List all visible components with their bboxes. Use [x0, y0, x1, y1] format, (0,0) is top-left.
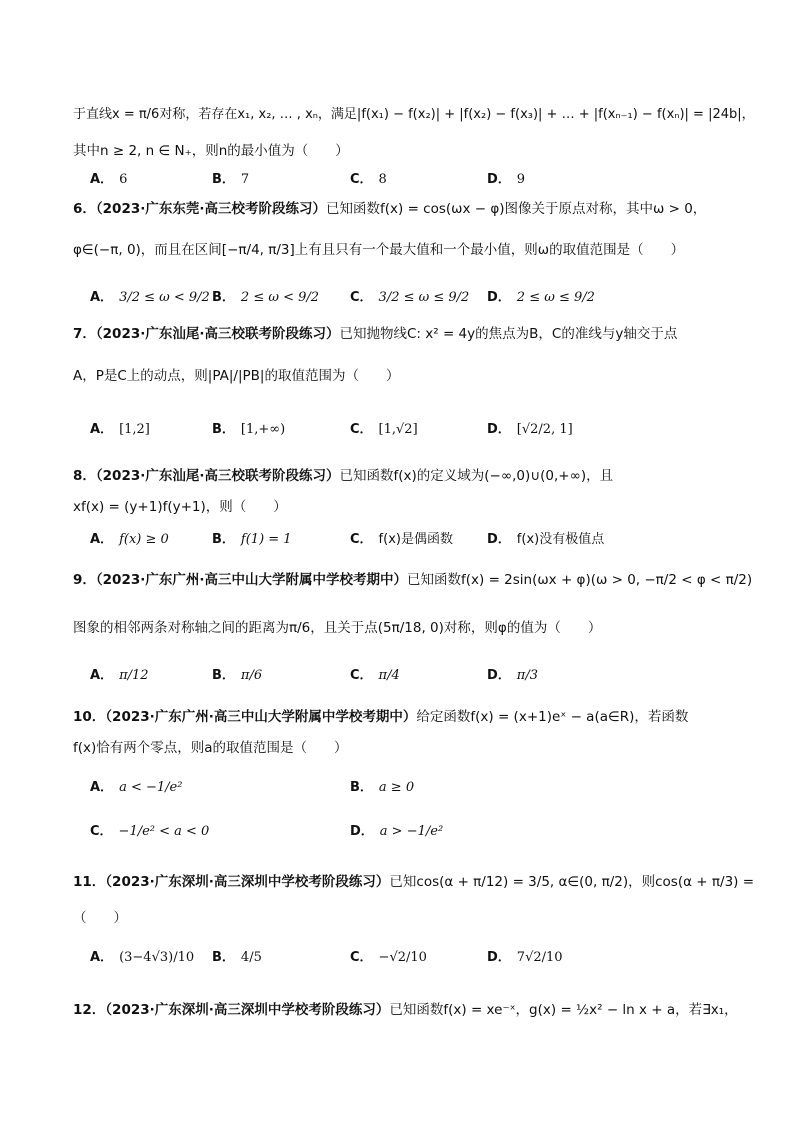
q7-option-a: A． [1,2]: [90, 422, 150, 437]
q6-option-b: B． 2 ≤ ω < 9/2: [212, 290, 320, 305]
q6-option-c: C． 3/2 ≤ ω ≤ 9/2: [350, 290, 470, 305]
q7-option-b: B． [1,+∞): [212, 422, 286, 437]
q5-option-d: D． 9: [487, 172, 526, 187]
q11-option-b: B． 4/5: [212, 950, 262, 965]
q5-option-a: A． 6: [90, 172, 128, 187]
q7-option-d: D． [√2/2, 1]: [487, 422, 573, 437]
q6-option-d: D． 2 ≤ ω ≤ 9/2: [487, 290, 595, 305]
q7-line1: 7．（2023·广东汕尾·高三校联考阶段练习）已知抛物线C: x² = 4y的焦点为B，C的准线与y轴交于点: [73, 326, 678, 342]
q9-line2: 图象的相邻两条对称轴之间的距离为π/6，且关于点(5π/18, 0)对称，则φ的值为（ ）: [73, 620, 602, 636]
q8-option-d: D． f(x)没有极值点: [487, 532, 605, 547]
q8-option-a: A． f(x) ≥ 0: [90, 532, 169, 547]
q5-option-b: B． 7: [212, 172, 250, 187]
q9-option-d: D． π/3: [487, 668, 538, 683]
q10-option-b: B． a ≥ 0: [350, 780, 415, 795]
q6-line1: 6．（2023·广东东莞·高三校考阶段练习）已知函数f(x) = cos(ωx − φ)图像关于原点对称，其中ω > 0，: [73, 201, 707, 217]
q11-line2: （ ）: [73, 910, 127, 926]
q6-line2: φ∈(−π, 0)，而且在区间[−π/4, π/3]上有且只有一个最大值和一个最小值，则ω的取值范围是（ ）: [73, 242, 685, 258]
q9-option-b: B． π/6: [212, 668, 263, 683]
q11-line1: 11．（2023·广东深圳·高三深圳中学校考阶段练习）已知cos(α + π/12) = 3/5, α∈(0, π/2)，则cos(α + π/3) =: [73, 874, 755, 890]
q10-option-c: C． −1/e² < a < 0: [90, 824, 210, 839]
q9-line1: 9．（2023·广东广州·高三中山大学附属中学校考期中）已知函数f(x) = 2sin(ωx + φ)(ω > 0, −π/2 < φ < π/2): [73, 572, 753, 588]
q7-line2: A，P是C上的动点，则|PA|/|PB|的取值范围为（ ）: [73, 368, 400, 384]
q12-line1: 12．（2023·广东深圳·高三深圳中学校考阶段练习）已知函数f(x) = xe⁻ˣ，g(x) = ½x² − ln x + a，若∃x₁，: [73, 1002, 738, 1018]
q10-line2: f(x)恰有两个零点，则a的取值范围是（ ）: [73, 740, 348, 756]
q11-option-d: D． 7√2/10: [487, 950, 563, 965]
q7-option-c: C． [1,√2]: [350, 422, 418, 437]
q6-option-a: A． 3/2 ≤ ω < 9/2: [90, 290, 210, 305]
q8-line2: xf(x) = (y+1)f(y+1)，则（ ）: [73, 499, 287, 515]
q5-line2: 其中n ≥ 2, n ∈ N₊，则n的最小值为（ ）: [73, 143, 349, 159]
q11-option-c: C． −√2/10: [350, 950, 427, 965]
q5-option-c: C． 8: [350, 172, 387, 187]
q10-line1: 10．（2023·广东广州·高三中山大学附属中学校考期中）给定函数f(x) = (x+1)eˣ − a(a∈R)，若函数: [73, 709, 689, 725]
q5-line1: 于直线x = π/6对称，若存在x₁, x₂, … , xₙ，满足|f(x₁) − f(x₂)| + |f(x₂) − f(x₃)| + … + |f(xₙ₋₁) − f(xₙ)| = |24b|，: [73, 107, 755, 122]
q8-line1: 8．（2023·广东汕尾·高三校联考阶段练习）已知函数f(x)的定义域为(−∞,0)∪(0,+∞)，且: [73, 468, 614, 484]
q10-option-d: D． a > −1/e²: [350, 824, 444, 839]
q8-option-b: B． f(1) = 1: [212, 532, 292, 547]
q10-option-a: A． a < −1/e²: [90, 780, 183, 795]
q9-option-c: C． π/4: [350, 668, 400, 683]
q11-option-a: A． (3−4√3)/10: [90, 950, 195, 965]
q9-option-a: A． π/12: [90, 668, 149, 683]
q8-option-c: C． f(x)是偶函数: [350, 532, 453, 547]
